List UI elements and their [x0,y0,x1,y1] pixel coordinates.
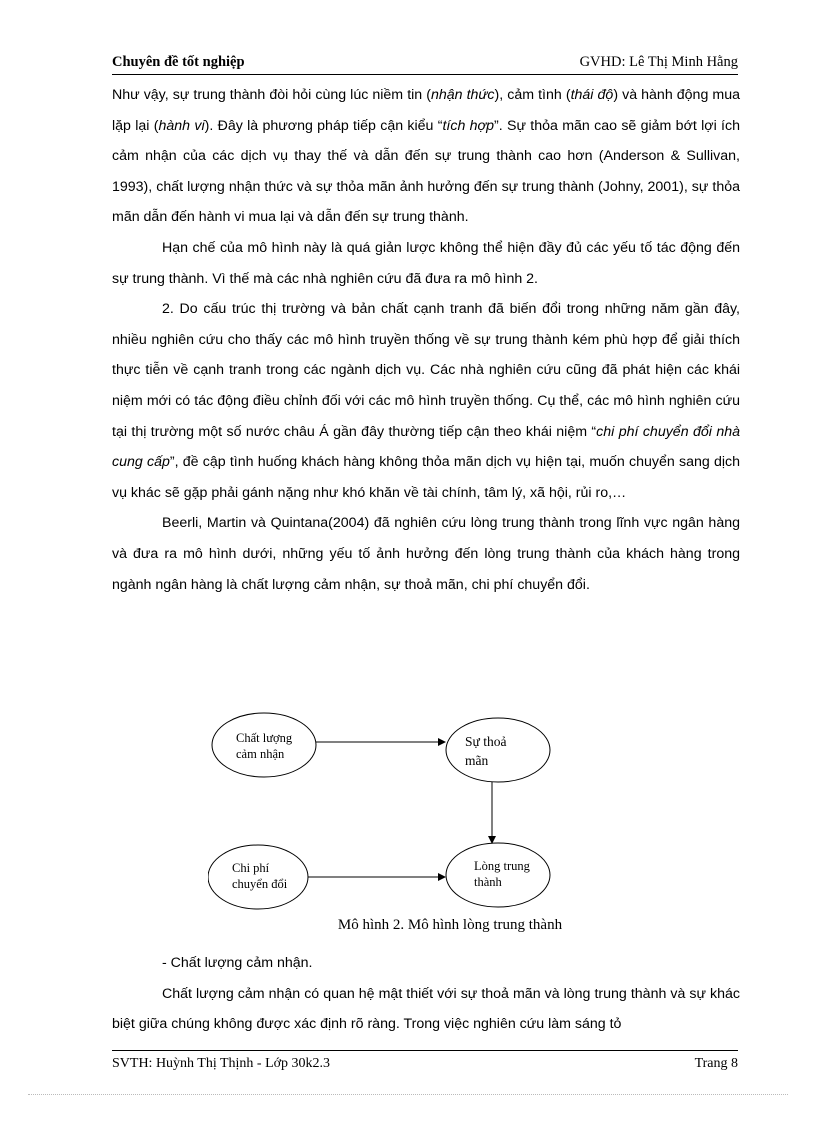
node-loyalty-label [474,858,530,890]
paragraph-6: Chất lượng cảm nhận có quan hệ mật thiết với sự thoả mãn và lòng trung thành và sự khác biệt giữa chúng không được xác định rõ ràng. Trong việc nghiên cứu làm sáng tỏ [112,985,740,1033]
node-satisfaction-label [465,732,506,770]
italic-run: nhận thức [430,87,495,103]
paragraph-1 [112,80,740,233]
body-text-lower [112,948,740,1040]
node-perceived-quality-label [236,730,292,762]
italic-run: thái độ [570,87,614,103]
header-title: Chuyên đề tốt nghiệp [112,54,245,70]
paragraph-4: Beerli, Martin và Quintana(2004) đã nghiên cứu lòng trung thành trong lĩnh vực ngân hàng và đưa ra mô hình dưới, những yếu tố ảnh hưởng đến lòng trung thành của khách hàng trong ngành ngân hàng là chất lượng cảm nhận, sự thoả mãn, chi phí chuyển đổi. [112,515,740,593]
label-line: Chi phí [232,861,270,875]
text-run: ”, đề cập tình huống khách hàng không thỏa mãn dịch vụ hiện tại, muốn chuyển sang dịch vụ khác sẽ gặp phải gánh nặng như khó khăn về tài chính, tâm lý, xã hội, rủi ro,… [112,454,740,501]
text-run: 2. Do cấu trúc thị trường và bản chất cạnh tranh đã biến đổi trong những năm gần đây, nhiều nghiên cứu cho thấy các mô hình truyền thống về sự trung thành kém phù hợp để giải thích thực tiễn về cạnh tranh trong các ngành dịch vụ. Các nhà nghiên cứu cũng đã phát hiện các khái niệm mới có tác động điều chỉnh đối với các mô hình truyền thống. Cụ thể, các mô hình nghiên cứu tại thị trường một số nước châu Á gần đây thường tiếp cận theo khái niệm “ [112,301,740,440]
node-switching-cost-label [232,860,287,892]
page-header [112,52,738,75]
paragraph-2: Hạn chế của mô hình này là quá giản lược không thể hiện đầy đủ các yếu tố tác động đến sự trung thành. Vì thế mà các nhà nghiên cứu đã đưa ra mô hình 2. [112,239,740,287]
body-text-upper [112,80,740,600]
footer-student: SVTH: Huỳnh Thị Thịnh - Lớp 30k2.3 [112,1056,331,1071]
text-run: ), cảm tình ( [494,87,571,103]
label-line: Chất lượng [236,731,293,745]
paragraph-3 [112,294,740,508]
label-line: chuyển đổi [232,877,288,891]
text-run: ) và hành động mua lặp lại ( [112,87,741,134]
text-run: ). Đây là phương pháp tiếp cận kiểu “ [204,117,443,134]
footer-page-number: Trang 8 [694,1056,738,1071]
paragraph-5: - Chất lượng cảm nhận. [162,955,313,971]
italic-run: hành vi [158,117,205,134]
diagram-caption: Mô hình 2. Mô hình lòng trung thành [337,917,563,933]
page-break-line [28,1094,788,1095]
header-advisor: GVHD: Lê Thị Minh Hằng [579,54,738,70]
text-run: Như vậy, sự trung thành đòi hỏi cùng lúc niềm tin ( [112,87,431,103]
page-footer [112,1050,738,1071]
text-run: ”. Sự thỏa mãn cao sẽ giảm bớt lợi ích cảm nhận của các dịch vụ thay thế và dẫn đến sự trung thành cao hơn (Anderson & Sullivan, 1993), chất lượng nhận thức và sự thỏa mãn ảnh hưởng đến sự trung thành (Johny, 2001), sự thỏa mãn dẫn đến hành vi mua lại và dẫn đến sự trung thành. [112,117,740,226]
label-line: Sự thoả [465,734,507,749]
italic-run: chi phí chuyển đổi nhà cung cấp [112,423,741,471]
label-line: mãn [465,753,489,768]
label-line: cảm nhận [236,747,285,761]
loyalty-model-diagram [208,712,558,912]
italic-run: tích hợp [442,117,495,134]
label-line: Lòng trung [474,859,530,873]
label-line: thành [474,875,502,889]
